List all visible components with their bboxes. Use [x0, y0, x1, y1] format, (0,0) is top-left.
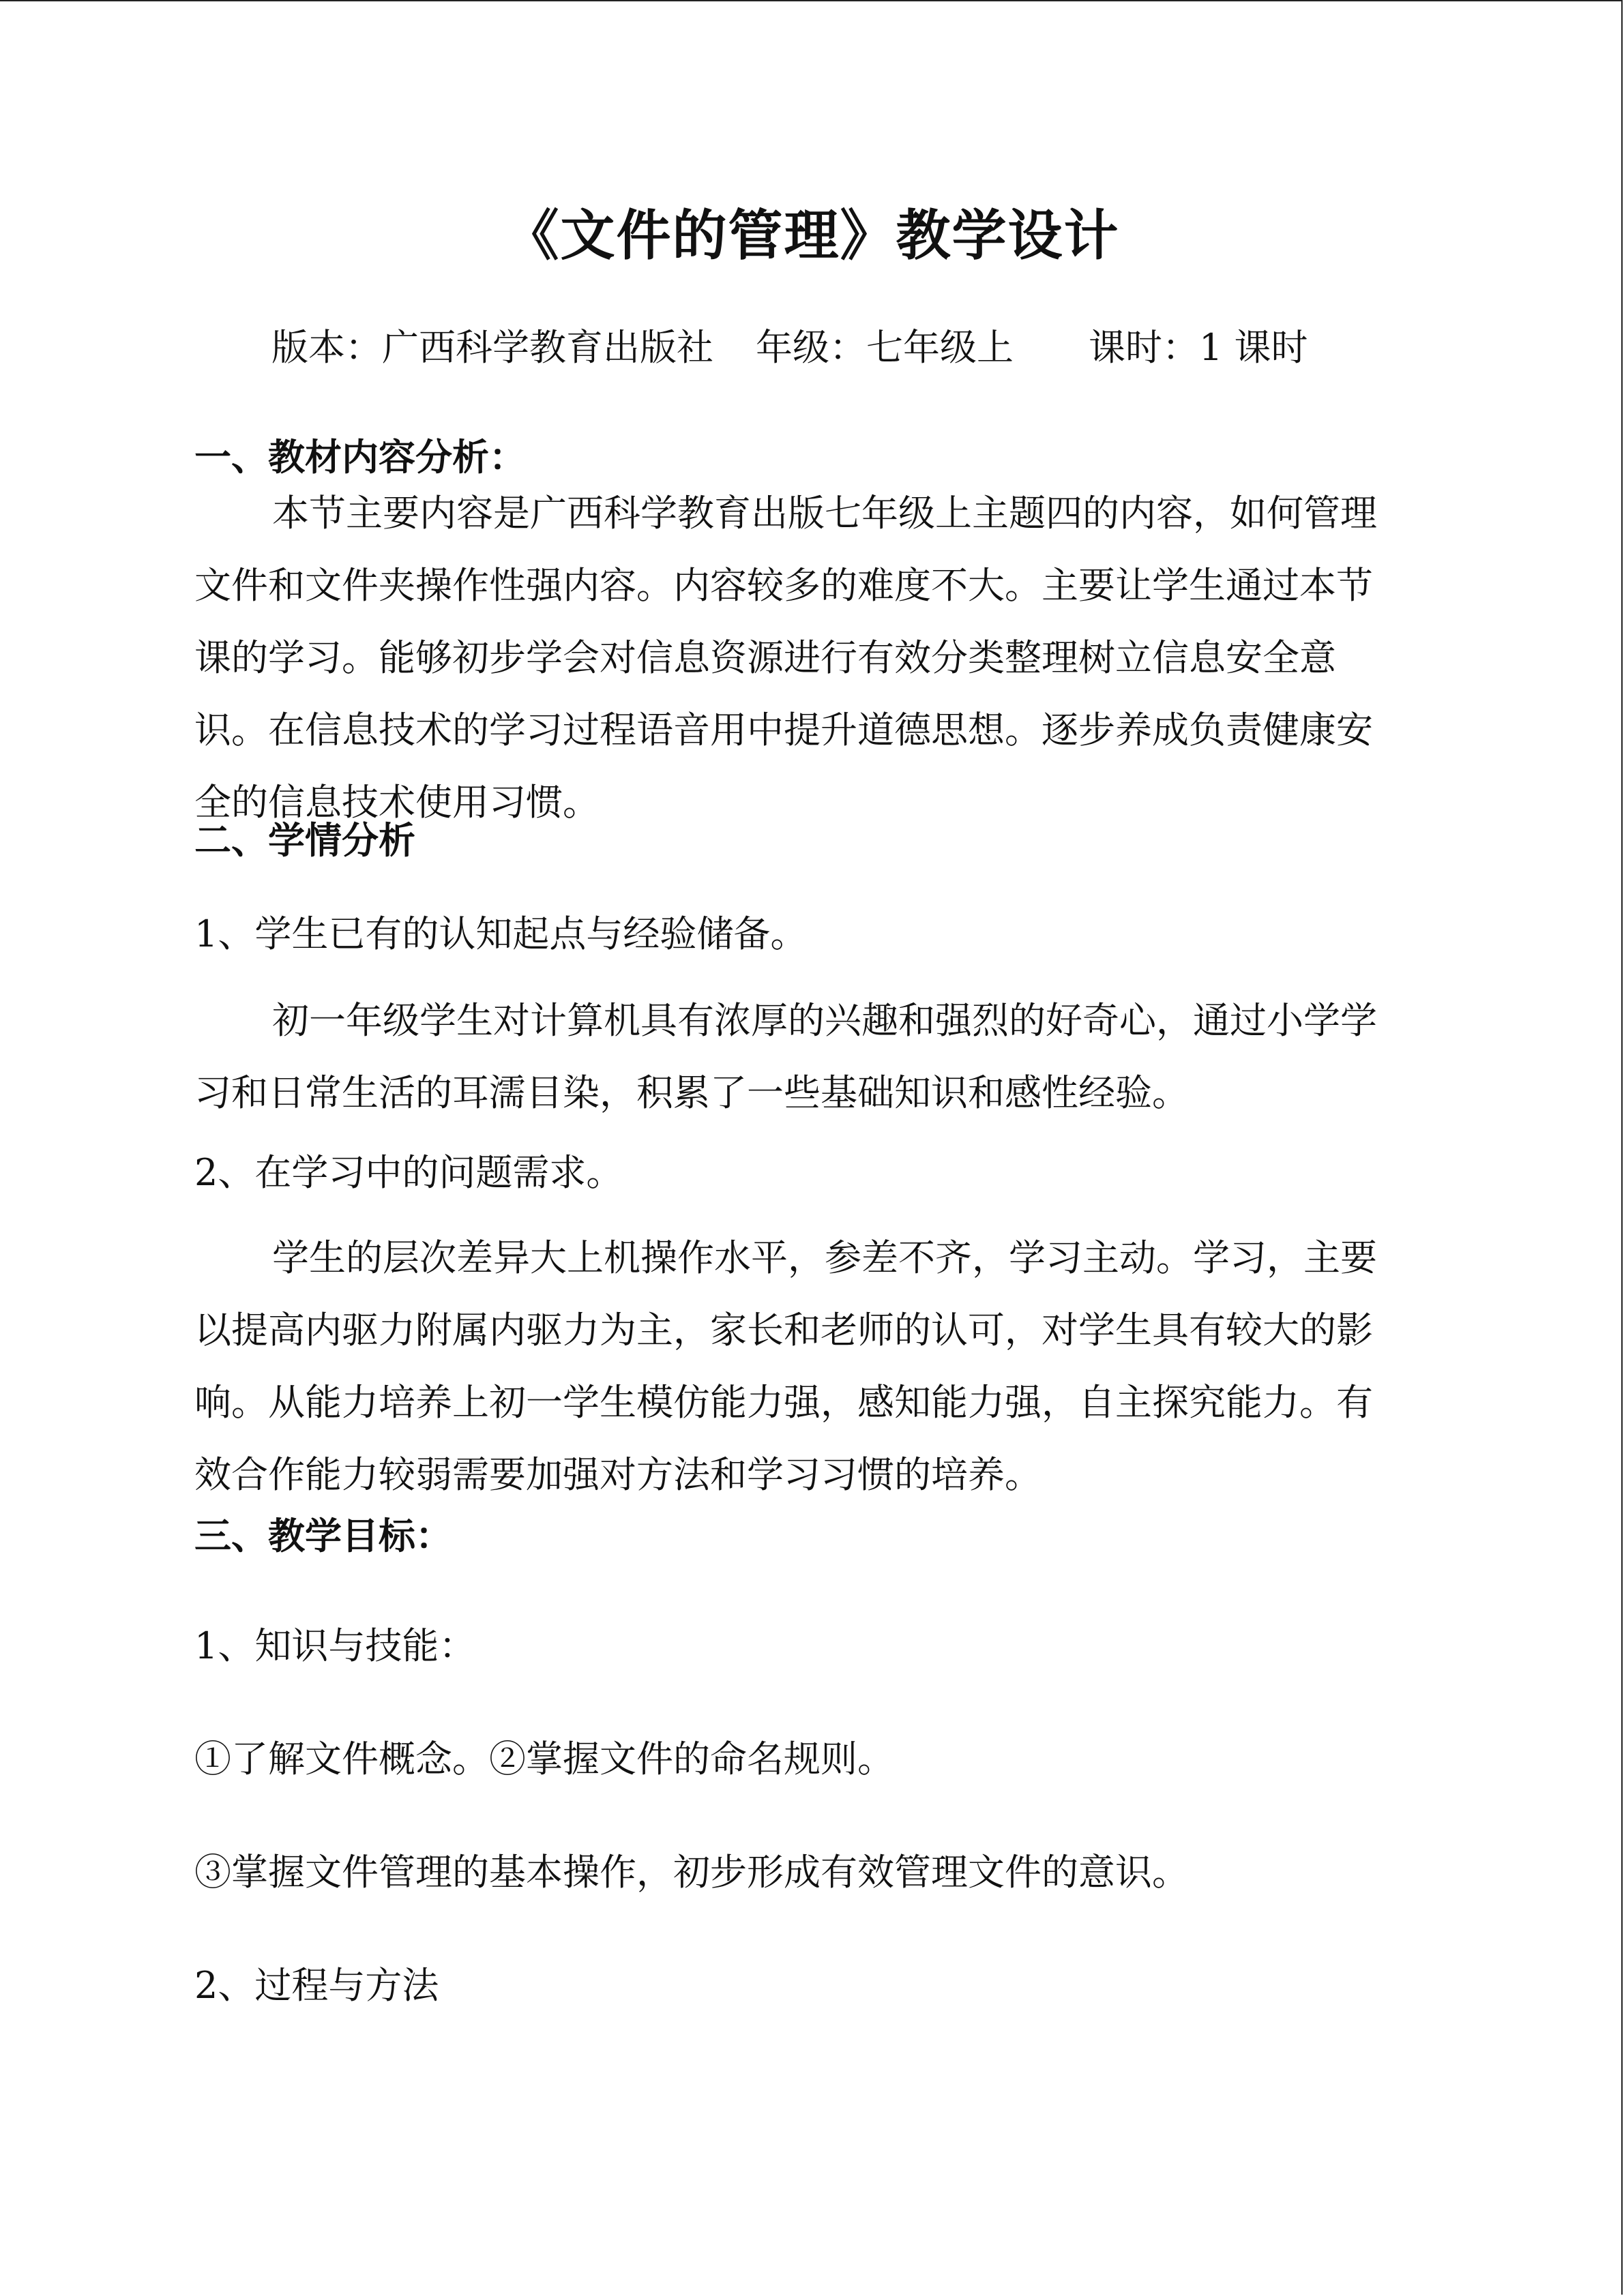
period-info: 课时：1 课时: [1089, 326, 1308, 369]
subheading-process-methods: 2、过程与方法: [194, 1964, 439, 2007]
paragraph-line: 初一年级学生对计算机具有浓厚的兴趣和强烈的好奇心，通过小学学: [272, 999, 1377, 1042]
paragraph-line: 全的信息技术使用习惯。: [194, 781, 600, 824]
paragraph-line: 响。从能力培养上初一学生模仿能力强，感知能力强，自主探究能力。有: [194, 1381, 1373, 1424]
grade-info: 年级：七年级上: [756, 326, 1014, 369]
paragraph-line: 效合作能力较弱需要加强对方法和学习习惯的培养。: [194, 1453, 1042, 1496]
section-heading-teaching-goals: 三、教学目标：: [194, 1514, 452, 1557]
paragraph-line: 课的学习。能够初步学会对信息资源进行有效分类整理树立信息安全意: [194, 636, 1336, 679]
document-title: 《文件的管理》教学设计: [504, 203, 1120, 267]
goal-item-1: ①了解文件概念。②掌握文件的命名规则。: [194, 1738, 894, 1780]
subheading-knowledge-skills: 1、知识与技能：: [194, 1624, 476, 1667]
learner-experience-paragraph: [194, 985, 1422, 1129]
paragraph-line: 本节主要内容是广西科学教育出版七年级上主题四的内容，如何管理: [272, 492, 1377, 535]
subheading-cognitive-starting-point: 1、学生已有的认知起点与经验储备。: [194, 912, 808, 955]
paragraph-line: 习和日常生活的耳濡目染，积累了一些基础知识和感性经验。: [194, 1071, 1189, 1114]
subheading-learning-needs: 2、在学习中的问题需求。: [194, 1151, 623, 1194]
paragraph-line: 识。在信息技术的学习过程语音用中提升道德思想。逐步养成负责健康安: [194, 709, 1373, 751]
section-heading-content-analysis: 一、教材内容分析：: [194, 435, 526, 479]
edition-info: 版本：广西科学教育出版社: [271, 326, 713, 369]
paragraph-line: 学生的层次差异大上机操作水平，参差不齐，学习主动。学习，主要: [272, 1236, 1377, 1279]
section-heading-learner-analysis: 二、学情分析: [194, 818, 415, 862]
content-analysis-paragraph: [194, 477, 1422, 839]
learning-needs-paragraph: [194, 1222, 1422, 1511]
course-info-line: [271, 320, 1308, 375]
paragraph-line: 以提高内驱力附属内驱力为主，家长和老师的认可，对学生具有较大的影: [194, 1309, 1373, 1352]
goal-item-2: ③掌握文件管理的基本操作，初步形成有效管理文件的意识。: [194, 1851, 1189, 1894]
paragraph-line: 文件和文件夹操作性强内容。内容较多的难度不大。主要让学生通过本节: [194, 564, 1373, 607]
